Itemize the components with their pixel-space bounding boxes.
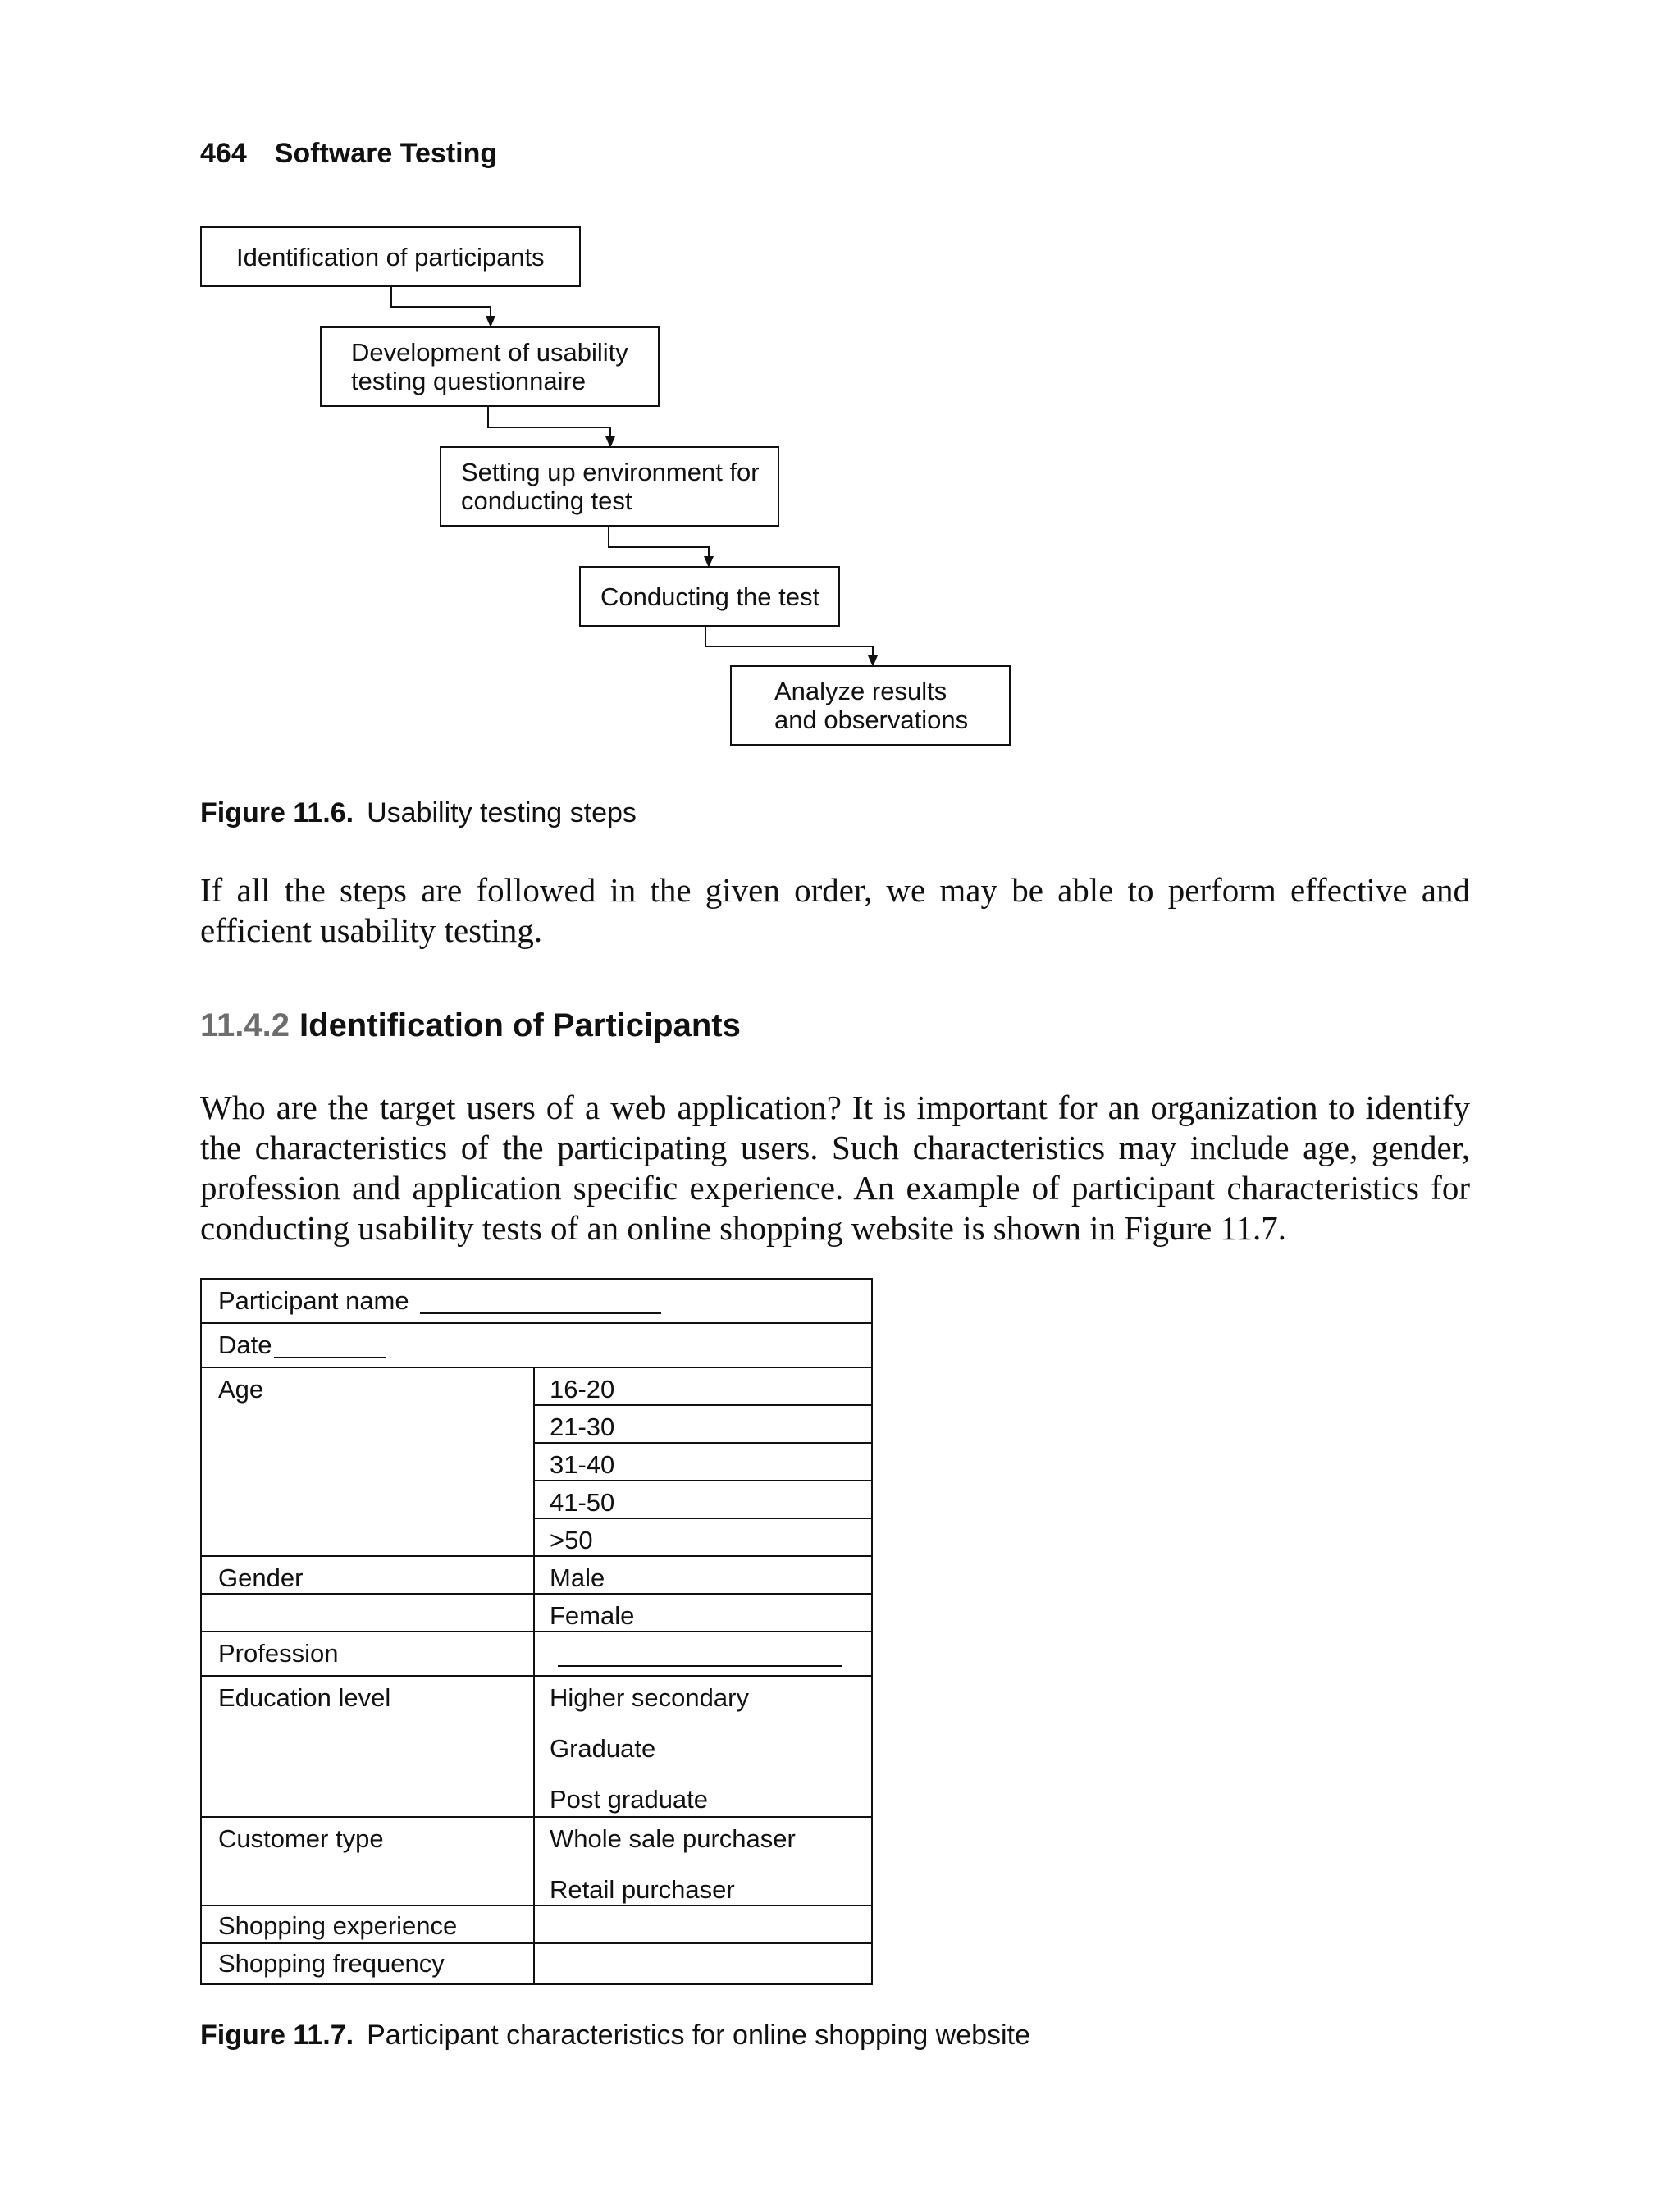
age-option[interactable]: 31-40	[550, 1450, 615, 1479]
column-divider	[533, 1367, 535, 1983]
row-divider	[202, 1816, 871, 1818]
section-number: 11.4.2	[200, 1007, 290, 1043]
row-divider	[202, 1367, 871, 1368]
shopping-frequency-label: Shopping frequency	[218, 1949, 445, 1978]
age-option[interactable]: 21-30	[550, 1413, 615, 1441]
row-divider	[533, 1480, 871, 1481]
age-option[interactable]: >50	[550, 1526, 593, 1554]
age-label: Age	[218, 1375, 264, 1404]
date-label: Date	[218, 1330, 272, 1359]
step-identification-of-participants	[200, 226, 581, 287]
row-divider	[202, 1675, 871, 1677]
step-5-line-2: and observations	[774, 705, 969, 734]
gender-option[interactable]: Male	[550, 1563, 605, 1592]
row-divider	[533, 1442, 871, 1444]
step-2-line-2: testing questionnaire	[351, 367, 587, 395]
figure-11-6-text: Usability testing steps	[367, 797, 637, 828]
step-questionnaire-development	[320, 326, 660, 407]
step-3-line-1: Setting up environment for	[461, 458, 760, 486]
step-setup-environment	[440, 446, 779, 527]
figure-11-6-caption	[200, 797, 637, 829]
row-divider	[533, 1518, 871, 1519]
book-title: Software Testing	[274, 138, 498, 169]
section-heading	[200, 1007, 741, 1044]
connector-3	[609, 527, 709, 560]
age-option[interactable]: 41-50	[550, 1488, 615, 1517]
profession-blank[interactable]	[558, 1665, 842, 1667]
connector-2	[488, 407, 610, 440]
participant-characteristics-form	[200, 1278, 873, 1985]
age-option[interactable]: 16-20	[550, 1375, 615, 1404]
row-divider	[202, 1322, 871, 1324]
step-analyze-results	[730, 665, 1011, 746]
figure-11-7-label: Figure 11.7.	[200, 2020, 354, 2051]
figure-11-6-label: Figure 11.6.	[200, 797, 354, 828]
step-5-line-1: Analyze results	[774, 677, 947, 705]
step-4-text: Conducting the test	[600, 582, 820, 611]
connector-4	[705, 626, 873, 660]
participant-name-blank[interactable]	[420, 1312, 661, 1314]
row-divider	[533, 1404, 871, 1406]
participant-name-label: Participant name	[218, 1286, 409, 1315]
page-number: 464	[200, 138, 247, 169]
paragraph-target-users: Who are the target users of a web application? It is important for an organization to identify the characteristics of the participating users. Such characteristics may include age, gender, profession and application specific experience. An example of participant characteristics for conducting usability tests of an online shopping website is shown in Figure 11.7.	[200, 1089, 1470, 1247]
row-divider	[202, 1905, 871, 1906]
gender-option[interactable]: Female	[550, 1601, 635, 1630]
step-1-text: Identification of participants	[236, 242, 545, 272]
row-divider	[202, 1593, 871, 1595]
paragraph-steps-order: If all the steps are followed in the given order, we may be able to perform effective and efficient usability testing.	[200, 871, 1470, 949]
education-option[interactable]: Post graduate	[550, 1785, 709, 1814]
row-divider	[202, 1555, 871, 1557]
step-conducting-test	[579, 566, 840, 627]
figure-11-7-text: Participant characteristics for online shopping website	[367, 2020, 1030, 2051]
row-divider	[202, 1631, 871, 1632]
shopping-experience-label: Shopping experience	[218, 1911, 458, 1940]
step-3-line-2: conducting test	[461, 486, 632, 515]
arrowhead-1	[486, 316, 495, 327]
gender-label: Gender	[218, 1563, 304, 1592]
row-divider	[202, 1942, 871, 1944]
figure-11-7-caption	[200, 2020, 1030, 2052]
education-option[interactable]: Graduate	[550, 1734, 656, 1763]
education-label: Education level	[218, 1683, 391, 1712]
profession-label: Profession	[218, 1639, 339, 1668]
customer-type-label: Customer type	[218, 1824, 384, 1853]
education-option[interactable]: Higher secondary	[550, 1683, 749, 1712]
customer-type-option[interactable]: Retail purchaser	[550, 1875, 735, 1904]
step-2-line-1: Development of usability	[351, 338, 628, 367]
connector-1	[391, 286, 491, 320]
customer-type-option[interactable]: Whole sale purchaser	[550, 1824, 796, 1853]
section-title: Identification of Participants	[299, 1007, 741, 1043]
date-blank[interactable]	[274, 1357, 386, 1358]
